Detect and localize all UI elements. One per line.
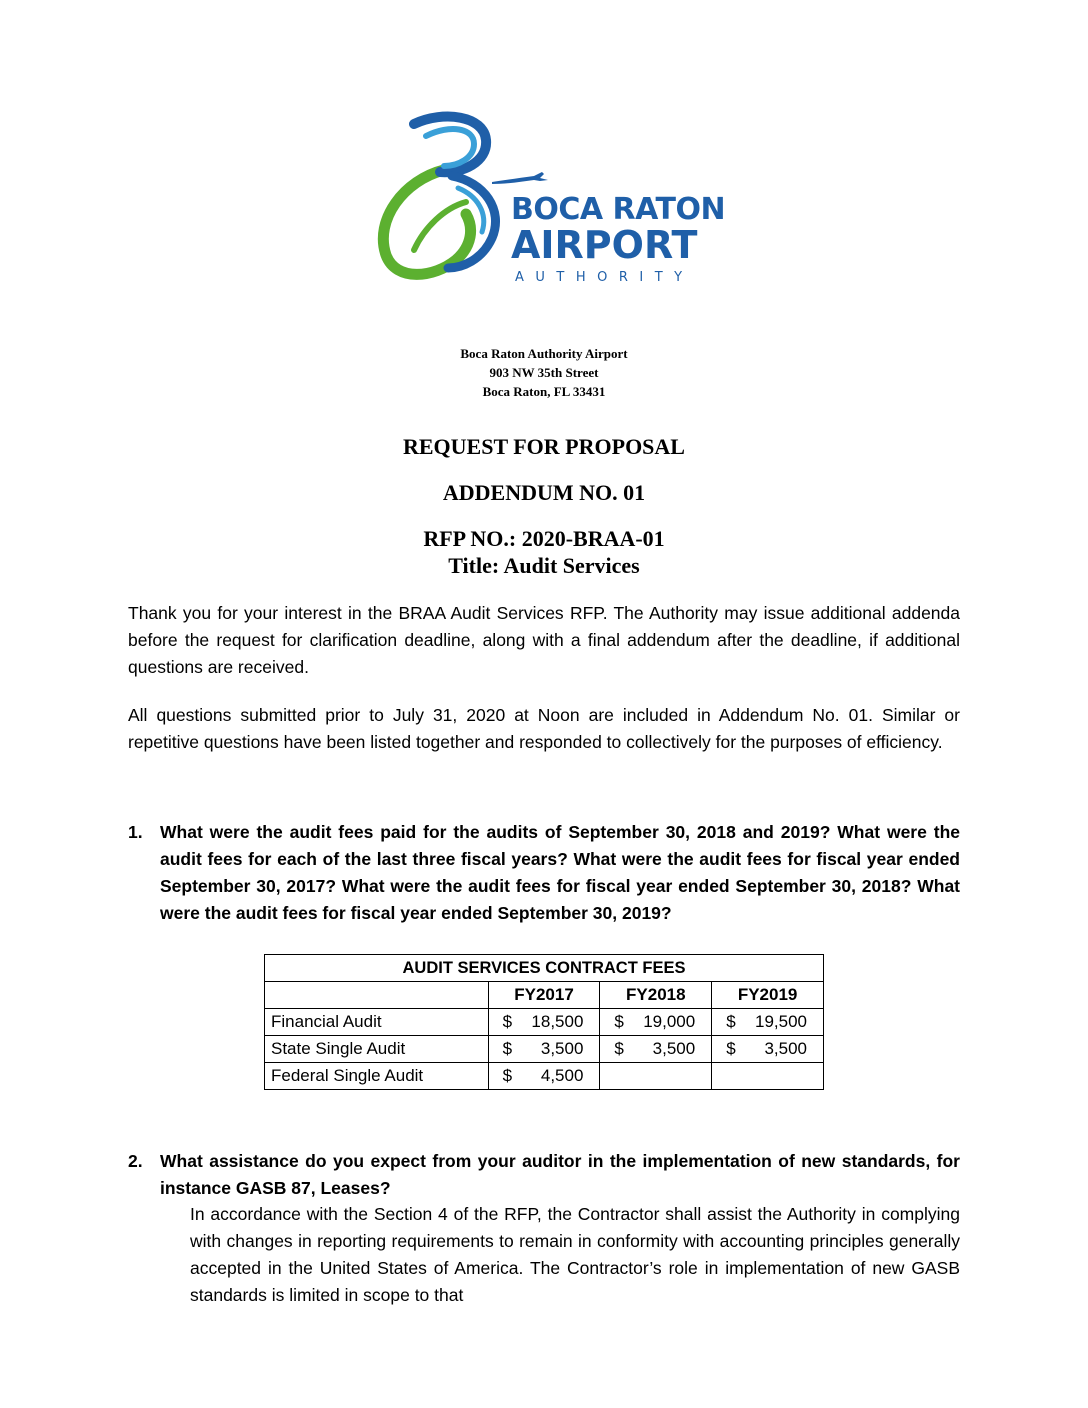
currency-symbol: $ — [726, 1012, 736, 1031]
table-row — [265, 1036, 824, 1063]
address-line-3: Boca Raton, FL 33431 — [482, 384, 606, 399]
fee-amount: 19,000 — [643, 1012, 696, 1031]
heading-rfp-number: RFP NO.: 2020-BRAA-01 — [423, 526, 665, 551]
fee-amount: 3,500 — [764, 1039, 807, 1058]
heading-addendum-number: ADDENDUM NO. 01 — [442, 480, 646, 505]
row-label: Financial Audit — [265, 1009, 489, 1036]
question-text: What assistance do you expect from your auditor in the implementation of new standards, for instance GASB 87, Leases? — [160, 1151, 960, 1198]
currency-symbol: $ — [502, 1066, 513, 1085]
row-label: State Single Audit — [265, 1036, 489, 1063]
address-line-2: 903 NW 35th Street — [489, 365, 599, 380]
logo-line-boca-raton: BOCA RATON — [511, 192, 726, 227]
fee-cell — [488, 1063, 600, 1090]
fee-amount: 3,500 — [540, 1039, 584, 1058]
table-caption-row — [265, 955, 824, 982]
intro-paragraph-2: All questions submitted prior to July 31, 2020 at Noon are included in Addendum No. 01. Similar or repetitive questions have been listed together and responded to collectively for the purposes of efficiency. — [128, 705, 960, 752]
table-header-row — [265, 982, 824, 1009]
answer-2: In accordance with the Section 4 of the RFP, the Contractor shall assist the Authority in complying with changes in reporting requirements to remain in conformity with accounting principles generally accepted in the United States of America. The Contractor’s role in implementation of new GASB standards is limited in scope to that — [190, 1204, 960, 1305]
table-row — [265, 1063, 824, 1090]
logo-emblem-icon — [374, 110, 514, 285]
fee-cell-empty — [712, 1063, 824, 1090]
question-number: 2. — [128, 1151, 143, 1171]
heading-title: Title: Audit Services — [448, 553, 640, 578]
address-block — [0, 344, 1088, 401]
fee-cell — [712, 1009, 824, 1036]
question-text: What were the audit fees paid for the audits of September 30, 2018 and 2019? What were the audit fees for each of the last three fiscal years? What were the audit fees for fiscal year ended September 30, 2017? What were the audit fees for fiscal year ended September 30, 2018? What were the audit fees for fiscal year ended September 30, 2019? — [160, 822, 960, 923]
fee-amount: 4,500 — [540, 1066, 584, 1085]
currency-symbol: $ — [614, 1012, 624, 1031]
table-header-cell: FY2018 — [600, 982, 712, 1009]
logo-line-authority: AUTHORITY — [515, 270, 694, 285]
currency-symbol: $ — [502, 1039, 513, 1058]
currency-symbol: $ — [502, 1012, 513, 1031]
question-2 — [128, 1148, 960, 1202]
table-row — [265, 1009, 824, 1036]
table-header-cell: FY2017 — [488, 982, 600, 1009]
fee-amount: 3,500 — [652, 1039, 696, 1058]
fee-amount: 19,500 — [755, 1012, 807, 1031]
audit-fees-table — [264, 954, 824, 1090]
heading-request-for-proposal: REQUEST FOR PROPOSAL — [403, 434, 685, 459]
intro-paragraph-1: Thank you for your interest in the BRAA Audit Services RFP. The Authority may issue additional addenda before the request for clarification deadline, along with a final addendum after the deadline, if additional questions are received. — [128, 603, 960, 677]
fee-cell — [488, 1009, 600, 1036]
question-1 — [128, 819, 960, 927]
fee-cell-empty — [600, 1063, 712, 1090]
table-header-cell: FY2019 — [712, 982, 824, 1009]
fee-cell — [600, 1009, 712, 1036]
fee-cell — [712, 1036, 824, 1063]
boca-raton-airport-authority-logo — [374, 110, 726, 285]
question-number: 1. — [128, 822, 143, 842]
airplane-icon — [490, 168, 550, 188]
row-label: Federal Single Audit — [265, 1063, 489, 1090]
table-header-empty — [265, 982, 489, 1009]
currency-symbol: $ — [614, 1039, 624, 1058]
address-line-1: Boca Raton Authority Airport — [460, 346, 628, 361]
currency-symbol: $ — [726, 1039, 736, 1058]
fee-amount: 18,500 — [531, 1012, 584, 1031]
fee-cell — [488, 1036, 600, 1063]
logo-line-airport: AIRPORT — [511, 223, 698, 267]
table-caption: AUDIT SERVICES CONTRACT FEES — [265, 955, 824, 982]
fee-cell — [600, 1036, 712, 1063]
